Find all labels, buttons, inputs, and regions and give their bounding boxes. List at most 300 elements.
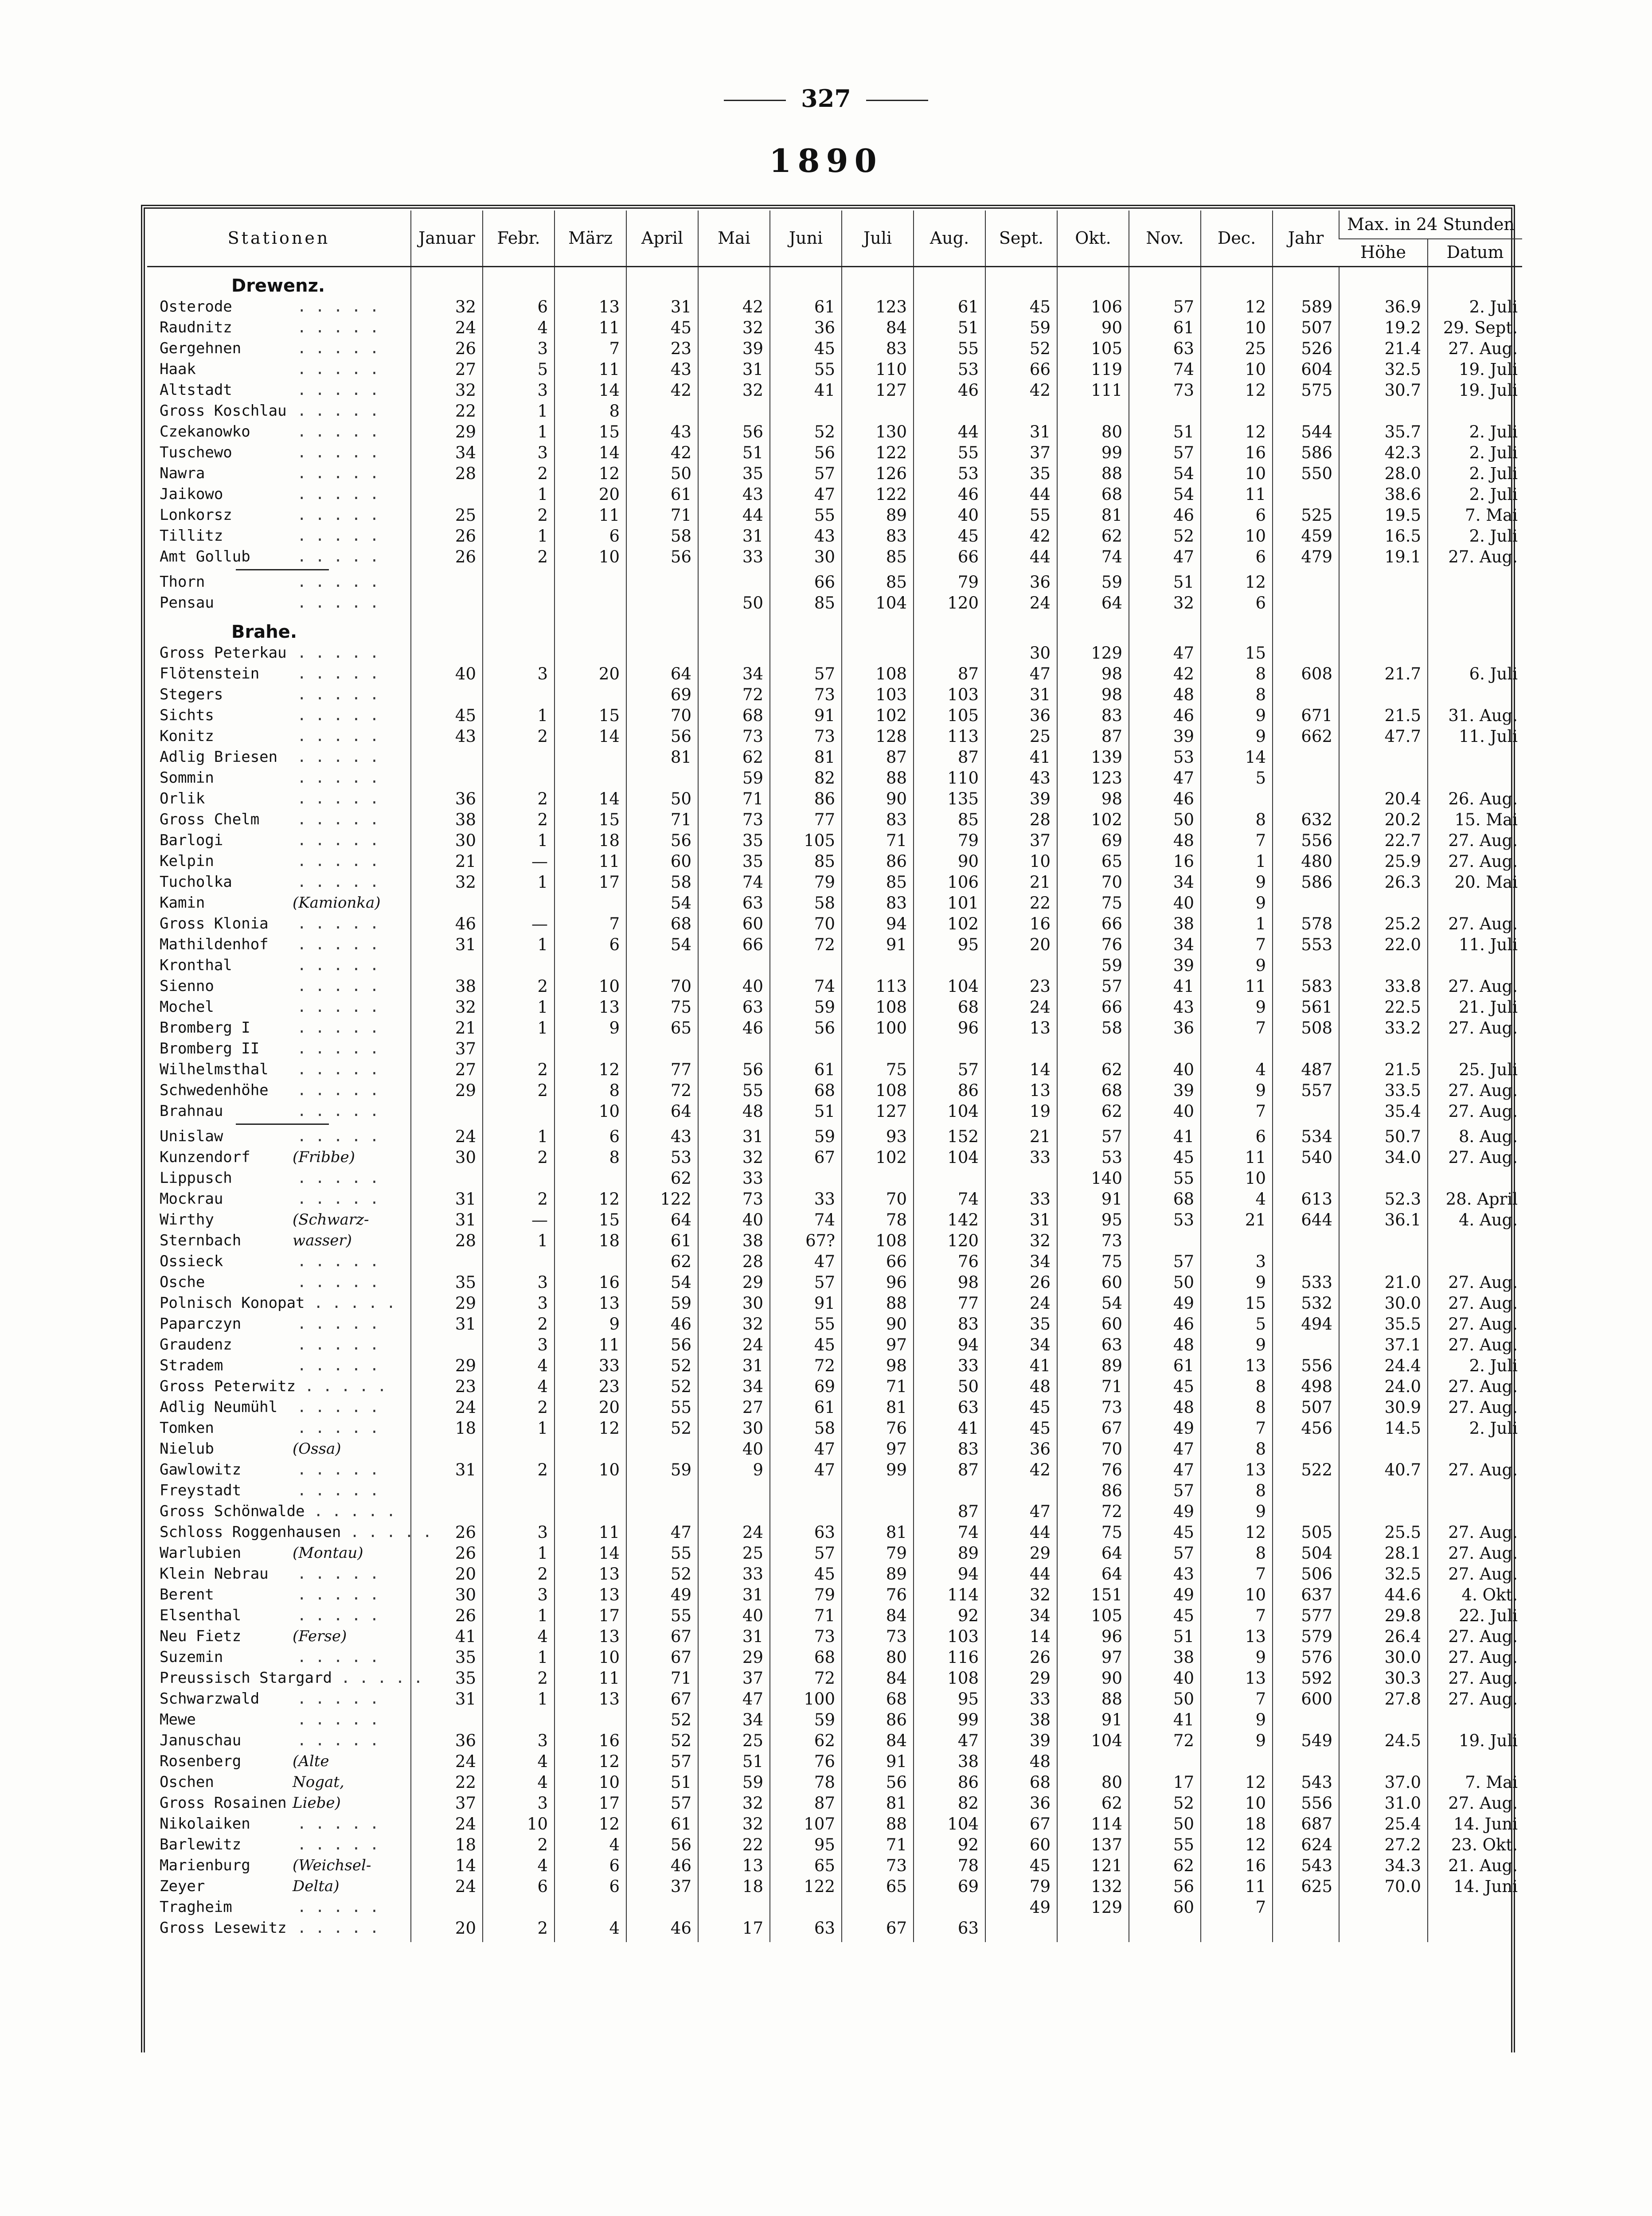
month-value-cell — [555, 1501, 626, 1522]
month-value-cell: 85 — [914, 809, 985, 830]
month-value-cell: 80 — [1057, 421, 1129, 442]
month-value-cell: 36 — [985, 705, 1057, 726]
month-value-cell — [914, 955, 985, 976]
station-label: Czekanowko — [160, 423, 250, 441]
month-value-cell: 61 — [626, 1814, 698, 1834]
month-value-cell: 47 — [914, 1730, 985, 1751]
month-value-cell: 65 — [842, 1876, 914, 1897]
month-value-cell: 23 — [985, 976, 1057, 997]
month-value-cell: 1 — [1201, 913, 1273, 934]
year-total-cell — [1273, 684, 1339, 705]
month-value-cell: 11 — [1201, 1147, 1273, 1168]
month-value-cell: 108 — [842, 997, 914, 1018]
month-value-cell — [483, 1480, 555, 1501]
month-value-cell: 98 — [842, 1355, 914, 1376]
max-height-cell: 24.0 — [1339, 1376, 1428, 1397]
month-value-cell: 76 — [1057, 1459, 1129, 1480]
month-value-cell — [555, 893, 626, 913]
table-row — [147, 1418, 1522, 1439]
month-value-cell — [555, 684, 626, 705]
month-value-cell: 70 — [1057, 1439, 1129, 1459]
month-value-cell: 11 — [555, 505, 626, 526]
month-value-cell: 68 — [1057, 1080, 1129, 1101]
month-value-cell: 2 — [483, 1080, 555, 1101]
month-value-cell: 14 — [1201, 747, 1273, 768]
month-value-cell: 4 — [483, 1355, 555, 1376]
month-value-cell: 3 — [483, 442, 555, 463]
year-total-cell: 637 — [1273, 1584, 1339, 1605]
month-value-cell: 85 — [770, 851, 842, 872]
year-total-cell: 600 — [1273, 1689, 1339, 1709]
month-value-cell: 73 — [770, 684, 842, 705]
month-value-cell: 57 — [914, 1059, 985, 1080]
month-value-cell: 9 — [1201, 1647, 1273, 1668]
month-value-cell: 7 — [1201, 1897, 1273, 1918]
month-value-cell — [411, 893, 483, 913]
station-name — [147, 593, 411, 613]
month-value-cell: 13 — [1201, 1668, 1273, 1689]
max-height-cell: 20.4 — [1339, 788, 1428, 809]
month-value-cell: 24 — [985, 997, 1057, 1018]
max-date-cell: 2. Juli — [1428, 421, 1522, 442]
max-date-cell: 14. Juni — [1428, 1814, 1522, 1834]
month-value-cell — [483, 572, 555, 593]
month-value-cell: 23 — [555, 1376, 626, 1397]
month-value-cell: 25 — [698, 1730, 770, 1751]
station-label: Sternbach — [160, 1232, 242, 1249]
station-label: Mathildenhof — [160, 936, 269, 953]
station-label: Haak — [160, 360, 196, 378]
station-name — [147, 872, 411, 893]
leader-dots: . . . . . — [288, 1419, 379, 1437]
month-value-cell: 10 — [555, 976, 626, 997]
max-height-cell: 14.5 — [1339, 1418, 1428, 1439]
leader-dots: . . . . . — [288, 686, 379, 703]
table-body — [147, 267, 1522, 1943]
month-value-cell: 110 — [842, 359, 914, 380]
max-height-cell: 33.5 — [1339, 1080, 1428, 1101]
max-date-cell: 27. Aug. — [1428, 1668, 1522, 1689]
leader-dots: . . . . . — [288, 811, 379, 828]
month-value-cell: 12 — [555, 1751, 626, 1772]
month-value-cell: 71 — [626, 809, 698, 830]
station-name — [147, 705, 411, 726]
station-name — [147, 976, 411, 997]
month-value-cell: 1 — [483, 1230, 555, 1251]
month-value-cell: 46 — [626, 1918, 698, 1942]
month-value-cell — [914, 401, 985, 421]
month-value-cell: 53 — [914, 359, 985, 380]
month-value-cell: 10 — [555, 1772, 626, 1793]
month-value-cell: 108 — [914, 1668, 985, 1689]
max-height-cell — [1339, 1251, 1428, 1272]
max-date-cell — [1428, 955, 1522, 976]
month-value-cell: 87 — [914, 1459, 985, 1480]
month-value-cell: 29 — [985, 1668, 1057, 1689]
header-month: Januar — [411, 211, 483, 267]
month-value-cell: 4 — [555, 1834, 626, 1855]
table-row — [147, 1543, 1522, 1564]
month-value-cell — [555, 1038, 626, 1059]
month-value-cell: 57 — [1129, 442, 1201, 463]
table-row — [147, 747, 1522, 768]
station-name — [147, 788, 411, 809]
station-label: Altstadt — [160, 381, 232, 399]
month-value-cell: 10 — [985, 851, 1057, 872]
river-note: (Fribbe) — [293, 1148, 355, 1166]
leader-dots: . . . . . — [288, 1252, 379, 1270]
leader-dots: . . . . . — [288, 1019, 379, 1037]
max-height-cell — [1339, 893, 1428, 913]
month-value-cell: 25 — [698, 1543, 770, 1564]
year-total-cell — [1273, 1709, 1339, 1730]
month-value-cell: 16 — [555, 1730, 626, 1751]
month-value-cell: 137 — [1057, 1834, 1129, 1855]
month-value-cell: 22 — [411, 1772, 483, 1793]
station-label: Orlik — [160, 790, 205, 808]
year-total-cell: 540 — [1273, 1147, 1339, 1168]
month-value-cell — [770, 1038, 842, 1059]
table-row — [147, 1876, 1522, 1897]
month-value-cell: 56 — [698, 1059, 770, 1080]
month-value-cell — [555, 955, 626, 976]
leader-dots: . . . . . — [288, 1711, 379, 1728]
table-row — [147, 338, 1522, 359]
month-value-cell: 105 — [770, 830, 842, 851]
month-value-cell: 62 — [1057, 1059, 1129, 1080]
month-value-cell: 76 — [1057, 934, 1129, 955]
month-value-cell: 43 — [626, 421, 698, 442]
month-value-cell: 31 — [411, 934, 483, 955]
month-value-cell: 66 — [1057, 913, 1129, 934]
month-value-cell: 108 — [842, 1230, 914, 1251]
leader-dots: . . . . . — [288, 1648, 379, 1666]
month-value-cell — [411, 1251, 483, 1272]
max-height-cell: 24.5 — [1339, 1730, 1428, 1751]
max-date-cell: 27. Aug. — [1428, 1397, 1522, 1418]
month-value-cell: 8 — [1201, 1439, 1273, 1459]
table-row — [147, 1126, 1522, 1147]
month-value-cell: 1 — [483, 1543, 555, 1564]
table-row — [147, 526, 1522, 546]
month-value-cell: 58 — [770, 1418, 842, 1439]
month-value-cell: 91 — [842, 934, 914, 955]
month-value-cell: 6 — [483, 297, 555, 317]
month-value-cell: 38 — [914, 1751, 985, 1772]
river-note: Nogat, — [293, 1773, 344, 1791]
month-value-cell: 90 — [914, 851, 985, 872]
max-date-cell: 15. Mai — [1428, 809, 1522, 830]
region-heading-row — [147, 613, 1522, 643]
month-value-cell — [411, 747, 483, 768]
month-value-cell: 56 — [1129, 1876, 1201, 1897]
station-label: Ossieck — [160, 1252, 223, 1270]
month-value-cell: 65 — [770, 1855, 842, 1876]
table-row — [147, 1855, 1522, 1876]
table-row — [147, 297, 1522, 317]
station-label: Wilhelmsthal — [160, 1061, 269, 1078]
month-value-cell: 9 — [1201, 726, 1273, 747]
max-date-cell: 27. Aug. — [1428, 976, 1522, 997]
station-label: Sommin — [160, 769, 214, 787]
month-value-cell: 10 — [1201, 1584, 1273, 1605]
month-value-cell: 43 — [698, 484, 770, 505]
month-value-cell: 55 — [770, 1314, 842, 1334]
max-date-cell: 20. Mai — [1428, 872, 1522, 893]
month-value-cell: 30 — [411, 830, 483, 851]
month-value-cell: 13 — [555, 997, 626, 1018]
table-row — [147, 893, 1522, 913]
month-value-cell — [555, 1709, 626, 1730]
table-row — [147, 421, 1522, 442]
month-value-cell: 53 — [626, 1147, 698, 1168]
month-value-cell: 61 — [626, 484, 698, 505]
month-value-cell: 54 — [1057, 1293, 1129, 1314]
month-value-cell — [985, 1918, 1057, 1942]
station-label: Osche — [160, 1273, 205, 1291]
month-value-cell: 88 — [1057, 463, 1129, 484]
month-value-cell: 72 — [1129, 1730, 1201, 1751]
month-value-cell: 9 — [555, 1018, 626, 1038]
year-total-cell: 544 — [1273, 421, 1339, 442]
station-label: Warlubien — [160, 1544, 242, 1562]
year-total-cell: 624 — [1273, 1834, 1339, 1855]
station-name — [147, 768, 411, 788]
month-value-cell: 92 — [914, 1834, 985, 1855]
station-label: Tucholka — [160, 873, 232, 891]
month-value-cell: 89 — [842, 505, 914, 526]
table-row — [147, 1293, 1522, 1314]
month-value-cell — [483, 684, 555, 705]
month-value-cell: 6 — [555, 1855, 626, 1876]
month-value-cell — [411, 1897, 483, 1918]
month-value-cell: 6 — [555, 1126, 626, 1147]
month-value-cell: 61 — [1129, 317, 1201, 338]
month-value-cell: 8 — [555, 1147, 626, 1168]
month-value-cell: 122 — [770, 1876, 842, 1897]
month-value-cell: 83 — [842, 338, 914, 359]
month-value-cell: 99 — [842, 1459, 914, 1480]
max-date-cell: 27. Aug. — [1428, 1293, 1522, 1314]
month-value-cell: 17 — [555, 1793, 626, 1814]
month-value-cell: 70 — [770, 913, 842, 934]
max-height-cell — [1339, 1897, 1428, 1918]
month-value-cell: 81 — [626, 747, 698, 768]
month-value-cell — [555, 1251, 626, 1272]
table-row — [147, 955, 1522, 976]
table-row — [147, 1101, 1522, 1122]
table-row — [147, 726, 1522, 747]
max-date-cell: 25. Juli — [1428, 1059, 1522, 1080]
month-value-cell: 24 — [411, 1397, 483, 1418]
month-value-cell: 75 — [1057, 1251, 1129, 1272]
year-total-cell: 561 — [1273, 997, 1339, 1018]
month-value-cell: 29 — [411, 1355, 483, 1376]
month-value-cell: 32 — [698, 1147, 770, 1168]
month-value-cell: 85 — [842, 572, 914, 593]
month-value-cell: 7 — [1201, 1564, 1273, 1584]
max-height-cell — [1339, 1230, 1428, 1251]
table-row — [147, 546, 1522, 567]
month-value-cell: 31 — [985, 1209, 1057, 1230]
station-name — [147, 1897, 411, 1918]
year-total-cell: 487 — [1273, 1059, 1339, 1080]
month-value-cell: 74 — [698, 872, 770, 893]
max-height-cell — [1339, 1168, 1428, 1189]
month-value-cell — [411, 1439, 483, 1459]
month-value-cell: 73 — [1057, 1230, 1129, 1251]
month-value-cell: 45 — [1129, 1605, 1201, 1626]
year-total-cell: 576 — [1273, 1647, 1339, 1668]
month-value-cell: 36 — [1129, 1018, 1201, 1038]
station-label: Stegers — [160, 686, 223, 703]
max-date-cell — [1428, 1439, 1522, 1459]
month-value-cell: 105 — [914, 705, 985, 726]
max-height-cell: 30.0 — [1339, 1647, 1428, 1668]
month-value-cell: 67? — [770, 1230, 842, 1251]
month-value-cell: 62 — [770, 1730, 842, 1751]
month-value-cell — [411, 1501, 483, 1522]
river-note: (Montau) — [293, 1544, 363, 1562]
month-value-cell: 8 — [1201, 663, 1273, 684]
month-value-cell — [770, 1501, 842, 1522]
station-label: Graudenz — [160, 1336, 232, 1354]
year-total-cell — [1273, 593, 1339, 613]
station-label: Gross Schönwalde — [160, 1502, 305, 1520]
month-value-cell: 54 — [626, 934, 698, 955]
month-value-cell: 54 — [626, 1272, 698, 1293]
region-heading-row — [147, 267, 1522, 297]
year-total-cell — [1273, 788, 1339, 809]
station-name — [147, 421, 411, 442]
station-name — [147, 1168, 411, 1189]
month-value-cell: 129 — [1057, 1897, 1129, 1918]
month-value-cell: 46 — [411, 913, 483, 934]
month-value-cell: 34 — [698, 663, 770, 684]
month-value-cell: 63 — [770, 1918, 842, 1942]
month-value-cell: 51 — [1129, 572, 1201, 593]
month-value-cell: 14 — [555, 380, 626, 401]
month-value-cell — [555, 1897, 626, 1918]
month-value-cell: 18 — [411, 1834, 483, 1855]
month-value-cell: 45 — [770, 1564, 842, 1584]
month-value-cell: 13 — [555, 1564, 626, 1584]
month-value-cell: 6 — [555, 934, 626, 955]
month-value-cell: 104 — [842, 593, 914, 613]
station-label: Pensau — [160, 594, 214, 612]
month-value-cell: 45 — [1129, 1522, 1201, 1543]
month-value-cell: 20 — [555, 663, 626, 684]
month-value-cell: 16 — [1201, 442, 1273, 463]
year-total-cell — [1273, 893, 1339, 913]
max-date-cell — [1428, 1918, 1522, 1942]
month-value-cell: 41 — [985, 747, 1057, 768]
header-month: Febr. — [483, 211, 555, 267]
month-value-cell: 11 — [555, 317, 626, 338]
month-value-cell: 52 — [626, 1418, 698, 1439]
month-value-cell: 2 — [483, 1147, 555, 1168]
max-height-cell: 38.6 — [1339, 484, 1428, 505]
station-label: Elsenthal — [160, 1607, 242, 1624]
month-value-cell: 7 — [1201, 1418, 1273, 1439]
max-height-cell: 27.2 — [1339, 1834, 1428, 1855]
station-name — [147, 526, 411, 546]
month-value-cell: 7 — [1201, 1689, 1273, 1709]
month-value-cell: 102 — [842, 705, 914, 726]
max-height-cell: 70.0 — [1339, 1876, 1428, 1897]
max-height-cell: 29.8 — [1339, 1605, 1428, 1626]
month-value-cell: 2 — [483, 1397, 555, 1418]
month-value-cell: 11 — [555, 1668, 626, 1689]
month-value-cell: 7 — [555, 338, 626, 359]
station-name — [147, 1626, 411, 1647]
max-height-cell — [1339, 1501, 1428, 1522]
station-name — [147, 747, 411, 768]
max-height-cell: 50.7 — [1339, 1126, 1428, 1147]
leader-dots: . . . . . — [288, 1102, 379, 1120]
max-date-cell: 2. Juli — [1428, 1418, 1522, 1439]
month-value-cell: 16 — [555, 1272, 626, 1293]
month-value-cell: 35 — [698, 851, 770, 872]
station-label: Gross Rosainen — [160, 1794, 287, 1812]
month-value-cell: 48 — [985, 1376, 1057, 1397]
month-value-cell: 24 — [698, 1522, 770, 1543]
month-value-cell: 110 — [914, 768, 985, 788]
month-value-cell: 14 — [985, 1626, 1057, 1647]
max-date-cell: 27. Aug. — [1428, 1314, 1522, 1334]
year-total-cell: 586 — [1273, 872, 1339, 893]
station-name — [147, 1059, 411, 1080]
month-value-cell: 52 — [626, 1730, 698, 1751]
header-year: Jahr — [1273, 211, 1339, 267]
month-value-cell: 10 — [1201, 463, 1273, 484]
month-value-cell: 67 — [1057, 1418, 1129, 1439]
station-name — [147, 1038, 411, 1059]
month-value-cell: 47 — [626, 1522, 698, 1543]
month-value-cell: 38 — [1129, 913, 1201, 934]
month-value-cell: 73 — [770, 726, 842, 747]
month-value-cell: 104 — [914, 976, 985, 997]
max-date-cell: 27. Aug. — [1428, 1334, 1522, 1355]
month-value-cell: 72 — [770, 1668, 842, 1689]
month-value-cell: 87 — [914, 663, 985, 684]
month-value-cell: 105 — [1057, 1605, 1129, 1626]
month-value-cell: 42 — [985, 380, 1057, 401]
station-name — [147, 997, 411, 1018]
max-height-cell: 32.5 — [1339, 1564, 1428, 1584]
year-total-cell — [1273, 643, 1339, 663]
year-total-cell: 459 — [1273, 526, 1339, 546]
year-total-cell: 550 — [1273, 463, 1339, 484]
month-value-cell — [1201, 1918, 1273, 1942]
month-value-cell — [483, 1168, 555, 1189]
month-value-cell: 28 — [985, 809, 1057, 830]
station-name — [147, 1543, 411, 1564]
month-value-cell: 12 — [555, 1189, 626, 1209]
leader-dots: . . . . . — [288, 915, 379, 932]
month-value-cell: 14 — [555, 788, 626, 809]
month-value-cell: 24 — [985, 593, 1057, 613]
month-value-cell: 84 — [842, 1668, 914, 1689]
month-value-cell — [985, 1038, 1057, 1059]
year-total-cell: 549 — [1273, 1730, 1339, 1751]
month-value-cell: 50 — [1129, 1814, 1201, 1834]
month-value-cell: 71 — [770, 1605, 842, 1626]
month-value-cell: 28 — [698, 1251, 770, 1272]
month-value-cell: 41 — [914, 1418, 985, 1439]
station-name — [147, 684, 411, 705]
year-total-cell: 494 — [1273, 1314, 1339, 1334]
